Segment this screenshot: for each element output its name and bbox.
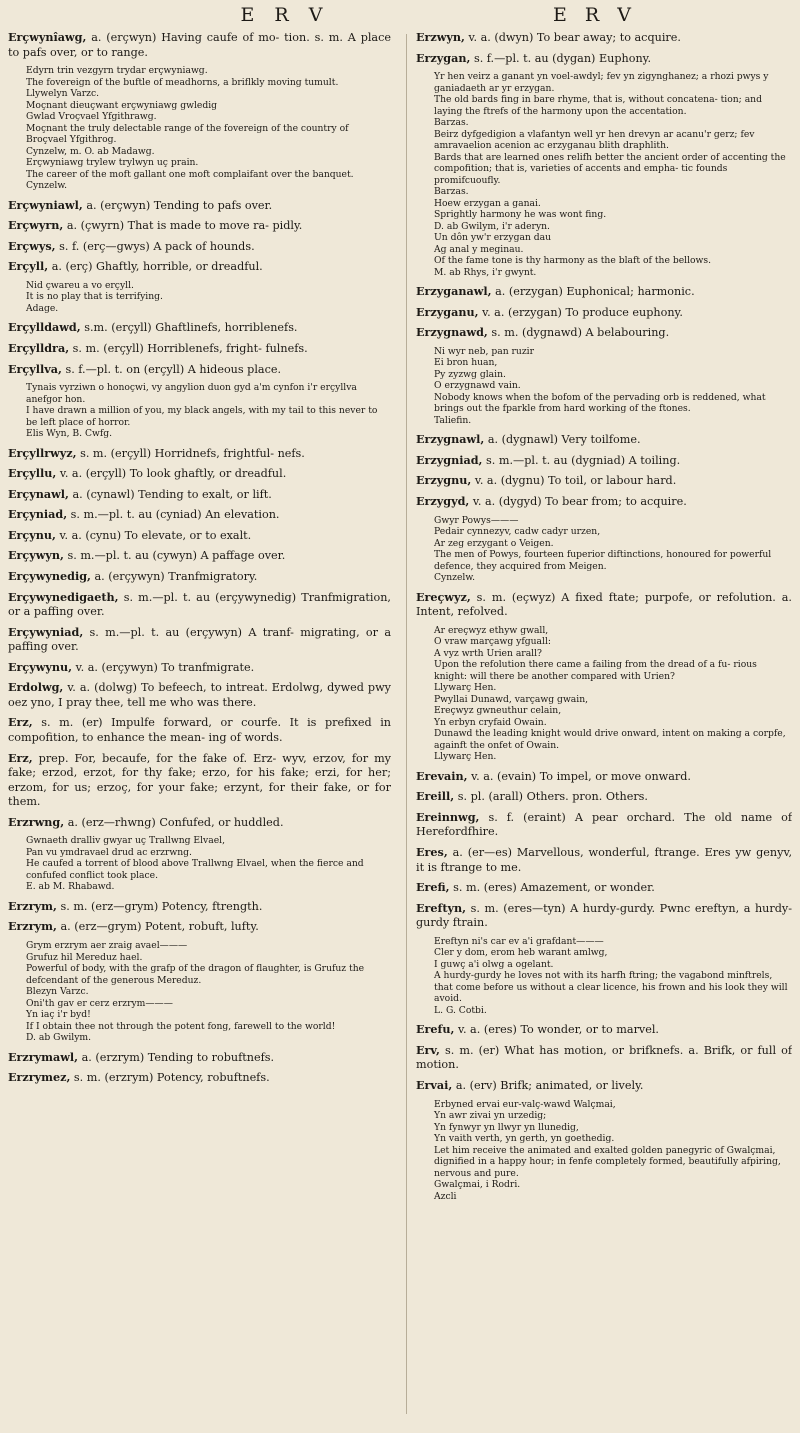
citation-block xyxy=(416,936,792,1017)
entry-definition: s. m.—pl. t. au (erçywyn) A tranf- migrating, or a paffing over. xyxy=(8,625,391,654)
dictionary-entry xyxy=(416,494,792,510)
headword: Erzyganawl, xyxy=(416,284,492,299)
citation-line: Let him receive the animated and exalted golden panegyric of Gwalçmai, dignified in a happy hour; in fenfe completely formed, beautifully afpiring, nervous and pure. xyxy=(434,1144,781,1179)
headword: Erçynawl, xyxy=(8,486,69,501)
headword: Erzrymawl, xyxy=(8,1049,79,1064)
headword: Erçyllu, xyxy=(8,466,57,481)
entry-definition: prep. For, becaufe, for the fake of. Erz- wyv, erzov, for my fake; erzod, erzot, for thy fake; erzo, for his fake; erzi, for her; erzom, for us; erzoç, for your fake; erzynt, for their fake, or for them. xyxy=(8,751,391,809)
headword: Erçywynu, xyxy=(8,659,73,674)
citation-line: Yn erbyn cryfaid Owain. xyxy=(434,716,547,728)
citation-line: Barzas. xyxy=(434,117,469,129)
citation-block xyxy=(8,280,391,315)
dictionary-entry xyxy=(8,1050,391,1066)
citation-line: L. G. Cotbi. xyxy=(434,1004,487,1016)
entry-definition: v. a. (dygnu) To toil, or labour hard. xyxy=(471,474,677,488)
entry-definition: a. (erç) Ghaftly, horrible, or dreadful. xyxy=(48,260,263,274)
header-left-letters: E R V xyxy=(240,4,330,26)
entry-definition: v. a. (dolwg) To befeech, to intreat. Erdolwg, dywed pwy oez yno, I pray thee, tell me who was there. xyxy=(8,681,391,709)
citation-line: The career of the moft gallant one moft complaifant over the banquet. xyxy=(26,168,354,180)
headword: Erçwynîawg, xyxy=(8,30,87,44)
headword: Erçyllrwyz, xyxy=(8,445,77,460)
citation-line: Llywelyn Varzc. xyxy=(26,88,100,100)
citation-block xyxy=(416,71,792,278)
citation-line: Yn vaith verth, yn gerth, yn goethedig. xyxy=(434,1133,615,1144)
citation-line: The old bards fing in bare rhyme, that is, without concatena- tion; and laying the ftrefs of the harmony upon the accentation. xyxy=(434,94,762,117)
headword: Erçwyniawl, xyxy=(8,197,83,212)
citation-line: He caufed a torrent of blood above Trallwng Elvael, when the fierce and confufed conflict took place. xyxy=(26,858,364,881)
entry-definition: s.m. (erçyll) Ghaftlinefs, horriblenefs. xyxy=(80,321,298,335)
headword: Erzygyd, xyxy=(416,494,470,508)
headword: Ereill, xyxy=(416,789,455,804)
headword: Ereftyn, xyxy=(416,900,467,915)
citation-line: Cynzelw, m. O. ab Madawg. xyxy=(26,145,155,157)
dictionary-entry xyxy=(8,590,391,620)
dictionary-entry xyxy=(416,901,792,931)
citation-line: Ar ereçwyz ethyw gwall, xyxy=(434,624,549,636)
headword: Erzygnawd, xyxy=(416,325,488,340)
dictionary-entry xyxy=(8,446,391,462)
dictionary-entry xyxy=(416,473,792,489)
dictionary-entry xyxy=(8,548,391,564)
headword: Ereçwyz, xyxy=(416,589,471,604)
citation-line: It is no play that is terrifying. xyxy=(26,291,163,303)
entry-definition: s. m. (erçyll) Horridnefs, frightful- nefs. xyxy=(76,446,305,460)
dictionary-entry xyxy=(416,453,792,469)
citation-line: Grym erzrym aer zraig avael——— xyxy=(26,940,188,951)
citation-line: Taliefin. xyxy=(434,414,472,426)
column-divider xyxy=(406,34,407,1414)
headword: Erçywyn, xyxy=(8,548,64,563)
dictionary-entry xyxy=(8,259,391,275)
citation-line: Dunawd the leading knight would drive onward, intent on making a corpfe, againft the onfet of Owain. xyxy=(434,728,786,751)
entry-definition: s. m. (eçwyz) A fixed ftate; purpofe, or refolution. a. Intent, refolved. xyxy=(416,590,792,619)
headword: Ervai, xyxy=(416,1077,453,1092)
citation-block xyxy=(416,625,792,763)
dictionary-entry xyxy=(8,625,391,655)
citation-line: The fovereign of the buftle of meadhorns, a briflkly moving tumult. xyxy=(26,76,339,88)
dictionary-entry xyxy=(8,487,391,503)
citation-block xyxy=(8,65,391,192)
entry-definition: v. a. (erçyll) To look ghaftly, or dreadful. xyxy=(56,467,287,481)
citation-line: D. ab Gwilym, i'r aderyn. xyxy=(434,220,550,232)
entry-definition: a. (erçwyn) Tending to pafs over. xyxy=(82,198,273,212)
entry-definition: a. (erçwyn) Having caufe of mo- tion. s. m. A place to pafs over, or to range. xyxy=(8,31,391,59)
headword: Erzyganu, xyxy=(416,304,479,319)
citation-block xyxy=(416,515,792,584)
citation-block xyxy=(416,1099,792,1203)
entry-definition: s. f. (eraint) A pear orchard. The old name of Herefordfhire. xyxy=(416,810,792,839)
entry-definition: s. pl. (arall) Others. pron. Others. xyxy=(454,790,648,804)
citation-line: Yn fynwyr yn llwyr yn llunedig, xyxy=(434,1121,579,1133)
citation-line: Pan vu ymdravael drud ac erzrwng. xyxy=(26,846,192,858)
headword: Erzrym, xyxy=(8,919,57,934)
dictionary-entry xyxy=(8,1070,391,1086)
citation-line: Nobody knows when the bofom of the pervading orb is reddened, what brings out the fparkle from hard working of the ftones. xyxy=(434,391,766,415)
headword: Erçyniad, xyxy=(8,507,68,522)
dictionary-entry xyxy=(8,362,391,378)
citation-line: Nid çwareu a vo erçyll. xyxy=(26,279,134,291)
citation-line: Edyrn trin vezgyrn trydar erçwyniawg. xyxy=(26,65,208,77)
citation-line: Bards that are learned ones relifh better the ancient order of accenting the compofition; that is, varieties of accents and empha- tic founds promifcuoufly. xyxy=(434,151,786,186)
entry-definition: s. m. (erz—grym) Potency, ftrength. xyxy=(56,899,263,913)
entry-definition: v. a. (cynu) To elevate, or to exalt. xyxy=(55,528,252,542)
entry-definition: a. (er—es) Marvellous, wonderful, ftrange. Eres yw genyv, it is ftrange to me. xyxy=(416,845,792,874)
headword: Erçywynedigaeth, xyxy=(8,589,119,604)
citation-line: O vraw marçawg yfguall: xyxy=(434,636,552,648)
entry-definition: v. a. (evain) To impel, or move onward. xyxy=(467,769,691,783)
citation-block xyxy=(8,940,391,1044)
citation-line: I have drawn a million of you, my black angels, with my tail to this never to be left place of horror. xyxy=(26,405,378,428)
citation-line: Hoew erzygan a ganai. xyxy=(434,197,541,209)
headword: Erçyll, xyxy=(8,259,49,274)
dictionary-entry xyxy=(8,239,391,255)
dictionary-entry xyxy=(416,1078,792,1094)
dictionary-entry xyxy=(416,590,792,620)
citation-block xyxy=(8,382,391,440)
running-header xyxy=(0,4,800,30)
headword: Erçwys, xyxy=(8,238,56,253)
citation-line: Powerful of body, with the grafp of the dragon of flaughter, is Grufuz the defcendant of the generous Mereduz. xyxy=(26,963,365,986)
citation-line: A vyz wrth Urien arall? xyxy=(434,647,542,659)
citation-line: Tynais vyrziwn o honoçwi, vy angylion duon gyd a'm cynfon i'r erçyllva anefgor hon. xyxy=(26,382,357,405)
citation-line: Elis Wyn, B. Cwfg. xyxy=(26,428,113,440)
entry-definition: a. (erçywyn) Tranfmigratory. xyxy=(90,569,258,583)
citation-line: Barzas. xyxy=(434,186,469,198)
citation-line: Ar zeg erzygant o Veigen. xyxy=(434,537,554,549)
entry-definition: s. m.—pl. t. au (erçywynedig) Tranfmigration, or a paffing over. xyxy=(8,590,391,619)
entry-definition: s. m. (eres) Amazement, or wonder. xyxy=(449,881,655,895)
entry-definition: s. m. (dygnawd) A belabouring. xyxy=(487,326,670,340)
entry-definition: s. f.—pl. t. on (erçyll) A hideous place. xyxy=(61,362,282,376)
headword: Erçwyrn, xyxy=(8,218,64,233)
dictionary-entry xyxy=(8,466,391,482)
citation-line: The men of Powys, fourteen fuperior diftinctions, honoured for powerful defence, they acquired from Meigen. xyxy=(434,549,772,572)
dictionary-entry xyxy=(8,919,391,935)
citation-line: Llywarç Hen. xyxy=(434,682,497,694)
dictionary-entry xyxy=(416,845,792,875)
dictionary-entry xyxy=(8,751,391,810)
dictionary-entry xyxy=(416,880,792,896)
dictionary-entry xyxy=(8,680,391,710)
headword: Erzrwng, xyxy=(8,814,65,829)
citation-line: Gwalçmai, i Rodri. xyxy=(434,1179,521,1190)
left-column xyxy=(8,30,391,1426)
right-column xyxy=(416,30,792,1426)
entry-definition: v. a. (dygyd) To bear from; to acquire. xyxy=(469,495,687,508)
headword: Erzygniad, xyxy=(416,452,483,467)
entry-definition: s. m.—pl. t. au (cyniad) An elevation. xyxy=(67,508,280,522)
headword: Eres, xyxy=(416,844,448,859)
citation-line: Yr hen veirz a ganant yn voel-awdyl; fev yn zigynghanez; a rhozi pwys y ganiadaeth ar yr erzygan. xyxy=(434,71,769,94)
headword: Erçylldra, xyxy=(8,340,70,355)
headword: Erçynu, xyxy=(8,527,56,542)
citation-line: Pwyllai Dunawd, varçawg gwain, xyxy=(434,693,589,705)
entry-definition: v. a. (dwyn) To bear away; to acquire. xyxy=(464,31,681,44)
dictionary-entry xyxy=(8,320,391,336)
headword: Erevain, xyxy=(416,768,468,783)
citation-line: Ag anal y meginau. xyxy=(434,243,524,255)
citation-line: If I obtain thee not through the potent fong, farewell to the world! xyxy=(26,1020,336,1032)
entry-definition: a. (erzygan) Euphonical; harmonic. xyxy=(491,285,695,299)
entry-definition: a. (cynawl) Tending to exalt, or lift. xyxy=(68,487,272,501)
citation-line: E. ab M. Rhabawd. xyxy=(26,881,115,893)
dictionary-entry xyxy=(8,218,391,234)
citation-line: Llywarç Hen. xyxy=(434,751,497,763)
entry-definition: v. a. (erzygan) To produce euphony. xyxy=(478,305,683,319)
citation-line: Gwnaeth dralliv gwyar uç Trallwng Elvael, xyxy=(26,835,226,847)
dictionary-entry xyxy=(8,341,391,357)
headword: Erzwyn, xyxy=(416,30,465,44)
dictionary-entry xyxy=(8,715,391,745)
headword: Erefi, xyxy=(416,880,450,895)
entry-definition: a. (dygnawl) Very toilfome. xyxy=(484,433,641,447)
citation-line: Beirz dyfgedigion a vlafantyn well yr hen drevyn ar acanu'r gerz; fev amravaelion acenion ac erzyganau blith draphlith. xyxy=(434,128,755,152)
dictionary-entry xyxy=(8,815,391,831)
header-right-letters: E R V xyxy=(553,4,637,26)
dictionary-entry xyxy=(8,198,391,214)
headword: Erzygnawl, xyxy=(416,432,485,447)
entry-definition: v. a. (erçywyn) To tranfmigrate. xyxy=(72,660,255,674)
dictionary-entry xyxy=(416,810,792,840)
citation-line: Yn iaç i'r byd! xyxy=(26,1009,91,1020)
citation-block xyxy=(416,346,792,427)
citation-line: Ereftyn ni's car ev a'i grafdant——— xyxy=(434,935,604,947)
citation-line: Yn awr zivai yn urzedig; xyxy=(434,1110,547,1121)
dictionary-entry xyxy=(8,528,391,544)
headword: Erçyllva, xyxy=(8,361,62,376)
dictionary-entry xyxy=(416,30,792,46)
headword: Erzrym, xyxy=(8,898,57,913)
entry-definition: v. a. (eres) To wonder, or to marvel. xyxy=(454,1023,659,1037)
headword: Erv, xyxy=(416,1042,440,1057)
citation-line: Un dôn yw'r erzygan dau xyxy=(434,232,552,244)
headword: Erz, xyxy=(8,750,33,765)
citation-line: Ei bron huan, xyxy=(434,357,498,369)
headword: Erzygan, xyxy=(416,50,471,65)
citation-line: Erçwyniawg trylew trylwyn uç prain. xyxy=(26,157,199,169)
citation-line: Azcli xyxy=(434,1190,457,1202)
citation-line: Gwlad Vroçvael Yfgithrawg. xyxy=(26,111,157,123)
headword: Erz, xyxy=(8,715,33,730)
entry-definition: s. f. (erç—gwys) A pack of hounds. xyxy=(55,239,255,253)
headword: Erefu, xyxy=(416,1022,455,1037)
entry-definition: s. m. (eres—tyn) A hurdy-gurdy. Pwnc ereftyn, a hurdy-gurdy ftrain. xyxy=(416,901,792,930)
headword: Erçylldawd, xyxy=(8,320,81,335)
citation-line: Ni wyr neb, pan ruzir xyxy=(434,345,535,357)
entry-definition: s. m. (er) Impulfe forward, or courfe. It is prefixed in compofition, to enhance the mean- ing of words. xyxy=(8,716,391,744)
dictionary-entry xyxy=(416,432,792,448)
entry-definition: s. m.—pl. t. au (dygniad) A toiling. xyxy=(482,453,681,467)
citation-line: Grufuz hil Mereduz hael. xyxy=(26,951,143,963)
dictionary-entry xyxy=(416,1022,792,1038)
citation-line: Oni'th gav er cerz erzrym——— xyxy=(26,997,173,1009)
entry-definition: s. m. (erçyll) Horriblenefs, fright- fulnefs. xyxy=(69,341,308,355)
citation-line: Pedair cynnezyv, cadw cadyr urzen, xyxy=(434,526,601,538)
dictionary-entry xyxy=(8,30,391,60)
dictionary-entry xyxy=(8,899,391,915)
citation-line: Cler y dom, erom heb warant amlwg, xyxy=(434,947,608,959)
dictionary-entry xyxy=(416,789,792,805)
citation-line: Gwyr Powys——— xyxy=(434,514,519,526)
entry-definition: a. (erv) Brifk; animated, or lively. xyxy=(452,1078,644,1092)
entry-definition: a. (çwyrn) That is made to move ra- pidly. xyxy=(63,219,303,233)
dictionary-entry xyxy=(416,284,792,300)
dictionary-entry xyxy=(416,51,792,67)
dictionary-entry xyxy=(416,305,792,321)
entry-definition: s. m. (erzrym) Potency, robuftnefs. xyxy=(70,1071,270,1085)
entry-definition: s. m.—pl. t. au (cywyn) A paffage over. xyxy=(63,549,286,563)
dictionary-entry xyxy=(416,769,792,785)
headword: Ereinnwg, xyxy=(416,809,480,824)
citation-line: Moçnant the truly delectable range of the fovereign of the country of Broçvael Yfgithrog. xyxy=(26,122,349,146)
citation-line: O erzygnawd vain. xyxy=(434,380,521,392)
citation-block xyxy=(8,835,391,893)
citation-line: Cynzelw. xyxy=(26,180,68,192)
dictionary-entry xyxy=(8,660,391,676)
citation-line: Sprightly harmony he was wont fing. xyxy=(434,209,607,221)
entry-definition: s. f.—pl. t. au (dygan) Euphony. xyxy=(470,51,652,65)
citation-line: I guwç a'i olwg a ogelant. xyxy=(434,958,554,970)
citation-line: D. ab Gwilym. xyxy=(26,1032,92,1043)
entry-definition: a. (erzrym) Tending to robuftnefs. xyxy=(78,1050,275,1064)
entry-definition: a. (erz—rhwng) Confufed, or huddled. xyxy=(64,815,284,829)
citation-line: Ereçwyz gwneuthur celain, xyxy=(434,705,562,717)
citation-line: Upon the refolution there came a failing from the dread of a fu- rious knight: will there be another compared with Urien? xyxy=(434,659,757,682)
dictionary-entry xyxy=(8,507,391,523)
headword: Erçywyniad, xyxy=(8,624,84,639)
citation-line: A hurdy-gurdy he loves not with its harfh ftring; the vagabond minftrels, that come before us without a clear licence, his frown and his look they will avoid. xyxy=(434,970,788,1005)
headword: Erzrymez, xyxy=(8,1070,71,1085)
citation-line: Blezyn Varzc. xyxy=(26,986,89,997)
citation-line: Cynzelw. xyxy=(434,572,476,584)
dictionary-entry xyxy=(416,325,792,341)
citation-line: Py zyzwg glain. xyxy=(434,368,506,380)
headword: Erdolwg, xyxy=(8,680,64,695)
entry-definition: s. m. (er) What has motion, or brifknefs. a. Brifk, or full of motion. xyxy=(416,1043,792,1072)
headword: Erçywynedig, xyxy=(8,568,91,583)
entry-definition: a. (erz—grym) Potent, robuft, lufty. xyxy=(56,920,259,934)
citation-line: Of the fame tone is thy harmony as the blaft of the bellows. xyxy=(434,255,712,267)
citation-line: Moçnant dieuçwant erçwyniawg gwledig xyxy=(26,99,218,111)
dictionary-entry xyxy=(416,1043,792,1073)
citation-line: M. ab Rhys, i'r gwynt. xyxy=(434,266,537,278)
dictionary-entry xyxy=(8,569,391,585)
headword: Erzygnu, xyxy=(416,473,472,488)
citation-line: Adage. xyxy=(26,302,59,314)
citation-line: Erbyned ervai eur-valç-wawd Walçmai, xyxy=(434,1098,616,1110)
